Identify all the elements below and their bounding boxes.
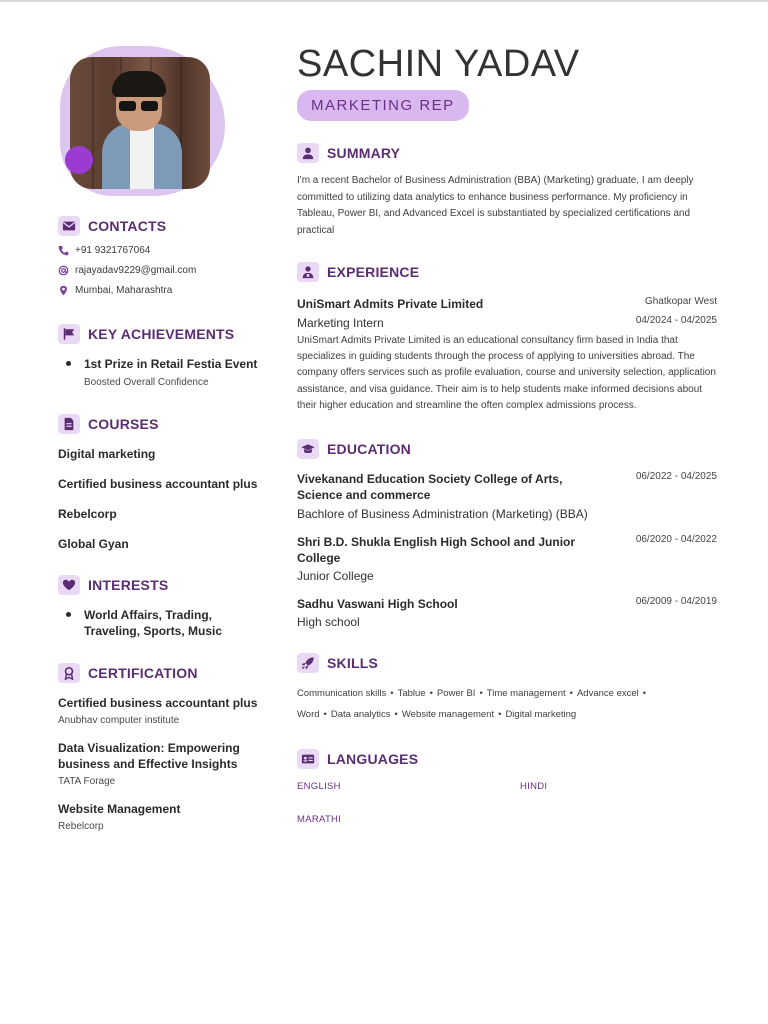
education-item bbox=[297, 596, 717, 629]
skill-item: Communication skills bbox=[297, 688, 387, 700]
certification-item bbox=[58, 740, 263, 787]
language-item: HINDI bbox=[520, 781, 548, 793]
right-column bbox=[297, 44, 717, 825]
candidate-name: SACHIN YADAV bbox=[297, 43, 580, 85]
job-description: UniSmart Admits Private Limited is an educational consultancy firm based in India that specializes in guiding students through the process of applying to universities abroad. The company offers services such as profile evaluation, course and university selection, application assistance, and visa guidance. Their aim is to help students make informed decisions about their higher education and streamline the often complex admissions process. bbox=[297, 335, 716, 411]
skill-item: Power BI bbox=[436, 688, 476, 700]
interest-text: World Affairs, Trading, Traveling, Sports, Music bbox=[84, 608, 223, 638]
certification-issuer: Rebelcorp bbox=[58, 821, 104, 832]
contact-location-text: Mumbai, Maharashtra bbox=[75, 285, 173, 296]
languages-list bbox=[297, 781, 717, 825]
summary-section-header bbox=[297, 143, 717, 163]
contact-phone-text: +91 9321767064 bbox=[75, 245, 151, 256]
summary-title: SUMMARY bbox=[327, 145, 401, 161]
accent-dot bbox=[65, 146, 93, 174]
document-icon bbox=[58, 414, 80, 434]
contacts-section-header bbox=[58, 216, 263, 236]
contact-location bbox=[58, 285, 263, 296]
achievement-title: 1st Prize in Retail Festia Event bbox=[84, 357, 258, 371]
bullet bbox=[66, 612, 71, 617]
at-icon bbox=[58, 265, 69, 276]
certification-issuer: Anubhav computer institute bbox=[58, 715, 180, 726]
languages-section-header bbox=[297, 749, 717, 769]
achievements-section-header bbox=[58, 324, 263, 344]
achievements-title: KEY ACHIEVEMENTS bbox=[88, 326, 235, 342]
role-badge: MARKETING REP bbox=[297, 90, 469, 121]
profile-photo-area bbox=[58, 44, 228, 204]
certification-item bbox=[58, 801, 263, 832]
courses-section-header bbox=[58, 414, 263, 434]
contact-phone[interactable] bbox=[58, 245, 263, 256]
education-item bbox=[297, 534, 717, 583]
skills-section-header bbox=[297, 653, 717, 673]
envelope-icon bbox=[58, 216, 80, 236]
bullet bbox=[66, 361, 71, 366]
skill-item: Digital marketing bbox=[505, 709, 577, 721]
certification-item bbox=[58, 695, 263, 726]
courses-title: COURSES bbox=[88, 416, 159, 432]
school-name: Vivekanand Education Society College of Arts, Science and commerce bbox=[297, 472, 563, 503]
left-column bbox=[58, 44, 263, 832]
summary-text: I'm a recent Bachelor of Business Administration (BBA) (Marketing) graduate, I am deeply committed to utilizing data analytics to enhance business performance. My proficiency in Tableau, Power BI, and Advanced Excel is substantiated by specialized certifications and practical bbox=[297, 175, 694, 236]
contact-email[interactable] bbox=[58, 265, 263, 276]
education-dates: 06/2020 - 04/2022 bbox=[635, 534, 717, 546]
skills-title: SKILLS bbox=[327, 655, 378, 672]
user-icon bbox=[297, 143, 319, 163]
profile-photo bbox=[70, 57, 210, 189]
education-dates: 06/2009 - 04/2019 bbox=[635, 596, 717, 608]
experience-title: EXPERIENCE bbox=[327, 264, 420, 280]
flag-icon bbox=[58, 324, 80, 344]
contacts-list bbox=[58, 245, 263, 296]
certification-issuer: TATA Forage bbox=[58, 776, 116, 787]
degree-name: Bachlore of Business Administration (Marketing) (BBA) bbox=[297, 507, 588, 522]
certification-name: Website Management bbox=[58, 802, 181, 816]
school-name: Sadhu Vaswani High School bbox=[297, 597, 458, 612]
skill-item: Advance excel bbox=[576, 688, 639, 700]
id-card-icon bbox=[297, 749, 319, 769]
certification-name: Data Visualization: Empowering business and Effective Insights bbox=[58, 741, 240, 771]
achievement-item bbox=[58, 356, 263, 388]
skill-item: Website management bbox=[401, 709, 495, 721]
graduation-cap-icon bbox=[297, 439, 319, 459]
phone-icon bbox=[58, 245, 69, 256]
location-pin-icon bbox=[58, 285, 69, 296]
education-title: EDUCATION bbox=[327, 441, 411, 458]
company-name: UniSmart Admits Private Limited bbox=[297, 297, 484, 311]
certification-title: CERTIFICATION bbox=[88, 665, 198, 681]
contact-email-text: rajayadav9229@gmail.com bbox=[75, 265, 197, 276]
languages-title: LANGUAGES bbox=[327, 751, 419, 768]
skill-item: Tablue bbox=[397, 688, 426, 700]
course-item: Global Gyan bbox=[58, 537, 129, 551]
skill-item: Data analytics bbox=[330, 709, 391, 721]
contacts-title: CONTACTS bbox=[88, 218, 167, 234]
course-item: Rebelcorp bbox=[58, 507, 117, 521]
interest-item bbox=[58, 607, 263, 639]
language-item: ENGLISH bbox=[297, 781, 341, 793]
briefcase-user-icon bbox=[297, 262, 319, 282]
job-role: Marketing Intern bbox=[297, 316, 384, 330]
experience-section-header bbox=[297, 262, 717, 282]
interests-section-header bbox=[58, 575, 263, 595]
interests-title: INTERESTS bbox=[88, 577, 169, 593]
skill-item: Time management bbox=[486, 688, 566, 700]
achievement-subtitle: Boosted Overall Confidence bbox=[84, 377, 209, 388]
certification-section-header bbox=[58, 663, 263, 683]
education-dates: 06/2022 - 04/2025 bbox=[635, 471, 717, 483]
language-item: MARATHI bbox=[297, 814, 342, 826]
degree-name: High school bbox=[297, 615, 360, 630]
course-item: Certified business accountant plus bbox=[58, 477, 258, 491]
school-name: Shri B.D. Shukla English High School and Junior College bbox=[297, 535, 576, 566]
top-divider bbox=[0, 0, 768, 2]
heart-icon bbox=[58, 575, 80, 595]
rocket-icon bbox=[297, 653, 319, 673]
award-icon bbox=[58, 663, 80, 683]
skill-item: Word bbox=[297, 709, 320, 721]
education-section-header bbox=[297, 439, 717, 459]
course-item: Digital marketing bbox=[58, 447, 156, 461]
skills-list: Communication skills • Tablue • Power BI • Time management • Advance excel • Word • Data analytics • Website management • Digital marketing bbox=[297, 688, 647, 721]
education-item bbox=[297, 471, 717, 521]
certification-name: Certified business accountant plus bbox=[58, 696, 258, 710]
experience-item bbox=[297, 296, 717, 414]
job-location: Ghatkopar West bbox=[644, 296, 717, 307]
degree-name: Junior College bbox=[297, 569, 374, 584]
job-dates: 04/2024 - 04/2025 bbox=[635, 315, 717, 326]
